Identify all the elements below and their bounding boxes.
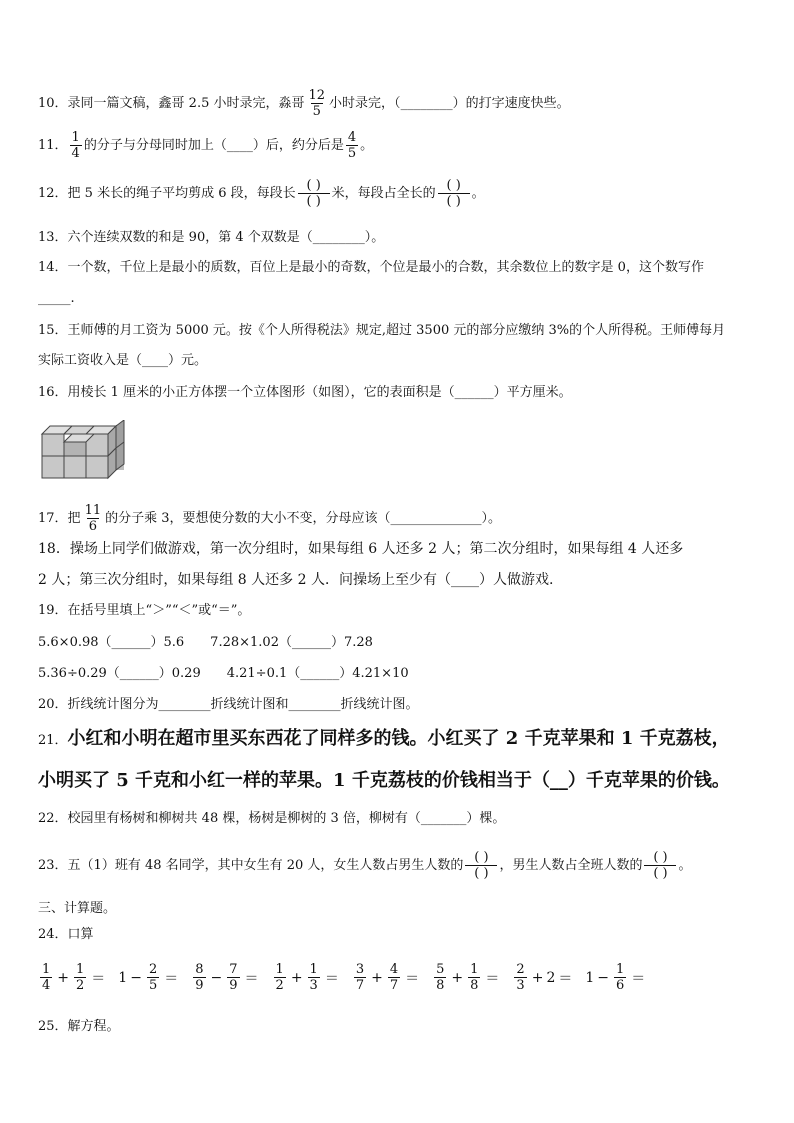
comparison-row-1 bbox=[38, 634, 373, 652]
question-text: 的分子乘 3，要想使分数的大小不变，分母应该（______________）。 bbox=[105, 511, 502, 526]
question-text: 2 人；第三次分组时，如果每组 8 人还多 2 人．问操场上至少有（____）人做游戏. bbox=[38, 572, 554, 588]
numerator-blank[interactable]: ( ) bbox=[474, 850, 489, 865]
equals-sign: ＝ bbox=[91, 970, 106, 987]
question-text: 的分子与分母同时加上（ bbox=[83, 138, 227, 153]
comparison-text: 5.36÷0.29（______）0.29 4.21÷0.1（______）4.21×10 bbox=[38, 666, 409, 681]
denominator: 4 bbox=[71, 146, 80, 161]
question-17 bbox=[38, 503, 501, 534]
question-text: 口算 bbox=[67, 927, 94, 942]
question-text: 解方程。 bbox=[67, 1019, 120, 1034]
question-number: 19． bbox=[38, 603, 68, 618]
question-15 bbox=[38, 322, 725, 340]
numerator: 12 bbox=[308, 88, 326, 103]
denominator: 6 bbox=[88, 519, 97, 534]
fraction bbox=[346, 130, 358, 161]
numerator-blank[interactable]: ( ) bbox=[306, 178, 321, 193]
denominator-blank[interactable]: ( ) bbox=[465, 865, 497, 881]
question-text: 。 bbox=[360, 138, 374, 153]
numerator: 1 bbox=[616, 962, 625, 977]
denominator: 9 bbox=[229, 978, 238, 993]
question-11 bbox=[38, 130, 373, 161]
question-number: 25． bbox=[38, 1019, 68, 1034]
question-23 bbox=[38, 850, 691, 881]
question-text: 操场上同学们做游戏，第一次分组时，如果每组 6 人还多 2 人；第二次分组时，如果每组 4 人还多 bbox=[69, 541, 684, 557]
denominator-blank[interactable]: ( ) bbox=[438, 193, 470, 209]
question-text: ，男生人数占全班人数的 bbox=[499, 858, 643, 873]
question-number: 20． bbox=[38, 697, 68, 712]
question-21-continued bbox=[38, 772, 730, 790]
numerator-blank[interactable]: ( ) bbox=[653, 850, 668, 865]
cube-face bbox=[42, 456, 64, 478]
denominator: 3 bbox=[516, 978, 525, 993]
question-number: 23． bbox=[38, 858, 68, 873]
answer-blank[interactable]: _____. bbox=[38, 291, 75, 306]
question-text: 校园里有杨树和柳树共 48 棵，杨树是柳树的 3 倍，柳树有（_______）棵。 bbox=[67, 811, 506, 826]
question-text: 米，每段占全长的 bbox=[331, 186, 436, 201]
question-text: 把 bbox=[67, 511, 81, 526]
answer-fraction[interactable] bbox=[644, 850, 676, 881]
question-text: ）后，约分后是 bbox=[252, 138, 344, 153]
operator: + bbox=[290, 969, 303, 986]
numerator: 7 bbox=[229, 962, 238, 977]
question-text: 实际工资收入是（____）元。 bbox=[38, 353, 208, 368]
numerator: 4 bbox=[389, 962, 399, 977]
operator: + bbox=[371, 969, 383, 986]
numerator: 1 bbox=[309, 962, 318, 977]
answer-blank[interactable]: ________ bbox=[400, 96, 453, 111]
question-16 bbox=[38, 384, 572, 402]
question-number: 14． bbox=[38, 260, 68, 275]
question-text: 用棱长 1 厘米的小正方体摆一个立体图形（如图），它的表面积是（______）平方厘米。 bbox=[67, 385, 572, 400]
comparison-row-2 bbox=[38, 665, 409, 683]
numerator: 1 bbox=[275, 962, 284, 977]
cube-face bbox=[64, 456, 86, 478]
calc-item[interactable] bbox=[191, 962, 261, 993]
question-14 bbox=[38, 259, 704, 277]
calc-item[interactable] bbox=[272, 962, 342, 993]
equals-sign: ＝ bbox=[244, 970, 259, 987]
numerator: 2 bbox=[148, 962, 158, 977]
question-text: 王师傅的月工资为 5000 元。按《个人所得税法》规定,超过 3500 元的部分应缴纳 3%的个人所得税。王师傅每月 bbox=[67, 323, 726, 338]
question-number: 22． bbox=[38, 811, 68, 826]
denominator: 8 bbox=[470, 978, 479, 993]
whole-number: 1 bbox=[585, 969, 595, 986]
question-22 bbox=[38, 810, 505, 828]
section-heading bbox=[38, 900, 116, 918]
question-text: ）的打字速度快些。 bbox=[452, 96, 570, 111]
numerator: 1 bbox=[71, 130, 80, 145]
question-21 bbox=[38, 730, 730, 750]
equals-sign: ＝ bbox=[631, 970, 646, 987]
fraction bbox=[83, 503, 104, 534]
numerator: 5 bbox=[436, 962, 445, 977]
question-text: 。 bbox=[471, 186, 485, 201]
question-text: 小时录完，（ bbox=[329, 96, 401, 111]
numerator-blank[interactable]: ( ) bbox=[446, 178, 461, 193]
question-number: 10． bbox=[38, 96, 68, 111]
question-number: 18． bbox=[38, 541, 70, 557]
operator: + bbox=[57, 969, 70, 986]
equals-sign: ＝ bbox=[558, 970, 573, 987]
operator: − bbox=[597, 969, 610, 986]
question-10 bbox=[38, 88, 570, 119]
question-20 bbox=[38, 696, 419, 714]
cube-face bbox=[86, 456, 108, 478]
question-text: 小明买了 5 千克和小红一样的苹果。1 千克荔枝的价钱相当于（__）千克苹果的价钱。 bbox=[38, 770, 730, 791]
question-25 bbox=[38, 1018, 120, 1036]
denominator: 7 bbox=[389, 978, 399, 993]
question-14-continued bbox=[38, 290, 75, 308]
question-number: 13． bbox=[38, 230, 68, 245]
question-number: 17． bbox=[38, 511, 68, 526]
numerator: 3 bbox=[355, 962, 365, 977]
question-text: 一个数，千位上是最小的质数，百位上是最小的奇数，个位是最小的合数，其余数位上的数字是 0，这个数写作 bbox=[67, 260, 704, 275]
numerator: 1 bbox=[470, 962, 479, 977]
calc-item[interactable] bbox=[585, 962, 648, 993]
question-number: 12． bbox=[38, 186, 68, 201]
question-number: 11． bbox=[38, 138, 68, 153]
question-text: 五（1）班有 48 名同学，其中女生有 20 人，女生人数占男生人数的 bbox=[67, 858, 464, 873]
numerator: 2 bbox=[516, 962, 525, 977]
question-13 bbox=[38, 229, 384, 247]
operator: + bbox=[531, 969, 544, 986]
answer-fraction[interactable] bbox=[465, 850, 497, 881]
question-number: 24． bbox=[38, 927, 68, 942]
question-18-continued bbox=[38, 571, 553, 589]
denominator: 8 bbox=[436, 978, 445, 993]
whole-number: 1 bbox=[118, 969, 128, 986]
question-number: 16． bbox=[38, 385, 68, 400]
equals-sign: ＝ bbox=[485, 970, 500, 987]
numerator: 1 bbox=[76, 962, 85, 977]
question-number: 15． bbox=[38, 323, 68, 338]
denominator: 5 bbox=[148, 978, 158, 993]
cube-face-recessed bbox=[64, 442, 86, 456]
answer-fraction[interactable] bbox=[298, 178, 330, 209]
mental-calc-row bbox=[38, 962, 658, 993]
question-text: 小红和小明在超市里买东西花了同样多的钱。小红买了 2 千克苹果和 1 千克荔枝， bbox=[67, 728, 730, 749]
calc-item[interactable] bbox=[352, 962, 422, 993]
calc-item[interactable] bbox=[432, 962, 502, 993]
fraction bbox=[70, 130, 82, 161]
denominator: 2 bbox=[76, 978, 85, 993]
answer-fraction[interactable] bbox=[438, 178, 470, 209]
cube-face bbox=[42, 434, 64, 456]
denominator: 7 bbox=[355, 978, 365, 993]
numerator: 8 bbox=[195, 962, 204, 977]
denominator-blank[interactable]: ( ) bbox=[298, 193, 330, 209]
operator: − bbox=[210, 969, 223, 986]
question-18 bbox=[38, 540, 683, 558]
denominator: 9 bbox=[195, 978, 204, 993]
calc-item[interactable] bbox=[512, 962, 575, 993]
denominator-blank[interactable]: ( ) bbox=[644, 865, 676, 881]
numerator: 11 bbox=[84, 503, 102, 518]
question-text: 在括号里填上“＞”“＜”或“＝”。 bbox=[67, 603, 251, 618]
denominator: 4 bbox=[42, 978, 51, 993]
question-15-continued bbox=[38, 352, 207, 370]
calc-item[interactable] bbox=[118, 962, 181, 993]
question-12 bbox=[38, 178, 485, 209]
numerator: 1 bbox=[42, 962, 51, 977]
equals-sign: ＝ bbox=[324, 970, 339, 987]
operator: − bbox=[130, 969, 142, 986]
question-text: 把 5 米长的绳子平均剪成 6 段，每段长 bbox=[67, 186, 296, 201]
denominator: 5 bbox=[347, 146, 357, 161]
fraction bbox=[307, 88, 328, 119]
answer-blank[interactable]: ____ bbox=[226, 138, 253, 153]
equals-sign: ＝ bbox=[164, 970, 179, 987]
numerator: 4 bbox=[347, 130, 357, 145]
question-number: 21． bbox=[38, 733, 68, 748]
section-title: 三、计算题。 bbox=[38, 901, 117, 916]
operator: + bbox=[451, 969, 464, 986]
equals-sign: ＝ bbox=[405, 970, 420, 987]
question-24 bbox=[38, 926, 94, 944]
comparison-text: 5.6×0.98（______）5.6 7.28×1.02（______）7.28 bbox=[38, 635, 373, 650]
denominator: 2 bbox=[275, 978, 284, 993]
denominator: 5 bbox=[312, 104, 321, 119]
denominator: 3 bbox=[309, 978, 318, 993]
question-text: 。 bbox=[678, 858, 692, 873]
question-text: 折线统计图分为________折线统计图和________折线统计图。 bbox=[67, 697, 419, 712]
question-text: 六个连续双数的和是 90，第 4 个双数是（________）。 bbox=[67, 230, 385, 245]
question-19 bbox=[38, 602, 250, 620]
cube-figure bbox=[40, 420, 135, 486]
calc-item[interactable] bbox=[38, 962, 108, 993]
denominator: 6 bbox=[616, 978, 625, 993]
question-text: 录同一篇文稿，鑫哥 2.5 小时录完，淼哥 bbox=[67, 96, 305, 111]
whole-number: 2 bbox=[546, 969, 556, 986]
